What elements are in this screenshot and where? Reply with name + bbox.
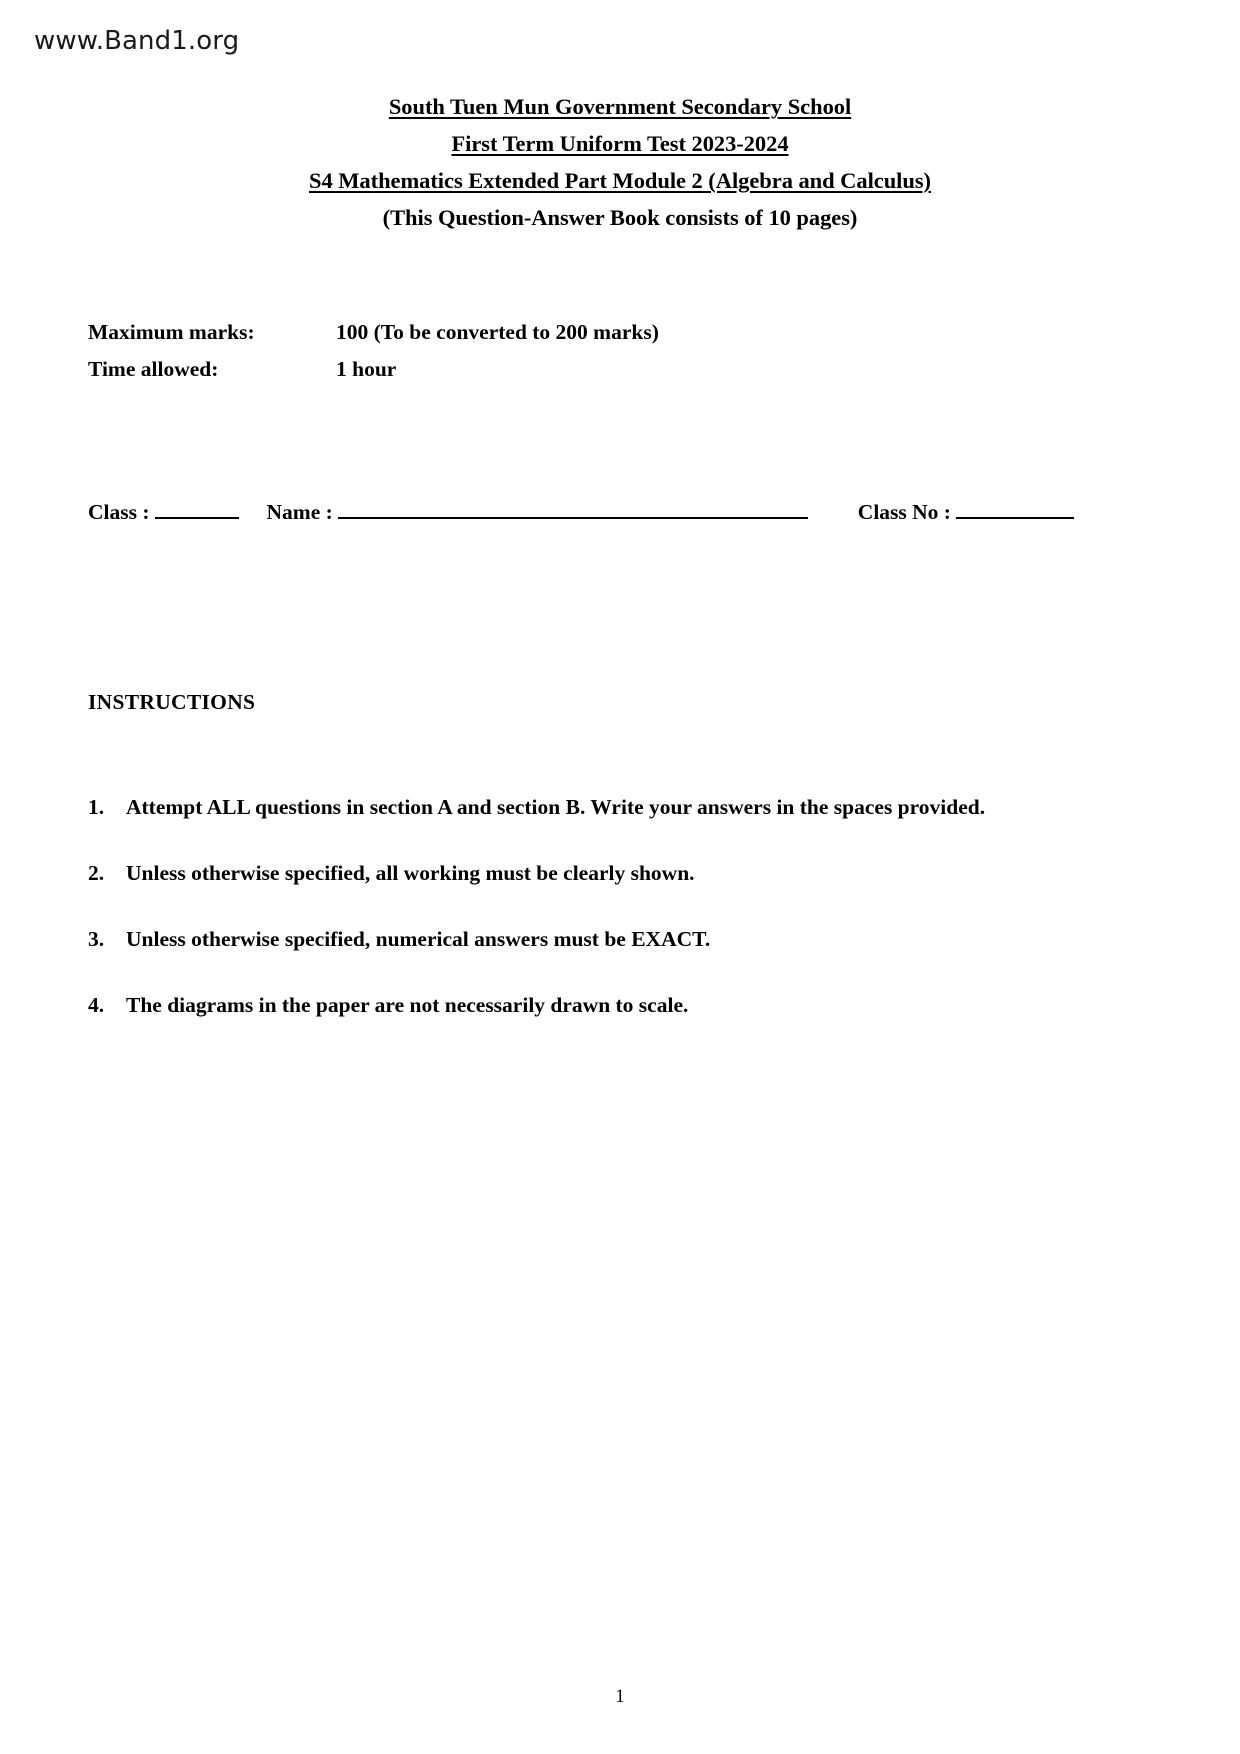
title-line-subject <box>0 162 1240 199</box>
class-input-field[interactable] <box>155 517 239 519</box>
list-item <box>88 795 1148 820</box>
site-watermark: www.Band1.org <box>34 26 240 56</box>
instruction-text: Unless otherwise specified, all working must be clearly shown. <box>126 861 695 885</box>
name-input-field[interactable] <box>338 517 808 519</box>
instruction-number: 1. <box>88 795 105 819</box>
title-term-text: First Term Uniform Test 2023-2024 <box>451 131 789 156</box>
page-number: 1 <box>615 1686 625 1707</box>
title-line-term <box>0 125 1240 162</box>
student-identity-row <box>88 500 1134 525</box>
name-label: Name : <box>266 500 333 524</box>
class-no-label: Class No : <box>857 500 951 524</box>
maximum-marks-value: 100 (To be converted to 200 marks) <box>336 320 659 344</box>
title-line-school <box>0 88 1240 125</box>
instructions-heading: INSTRUCTIONS <box>88 690 256 714</box>
title-school-text: South Tuen Mun Government Secondary School <box>388 94 852 119</box>
time-allowed-row <box>88 351 659 388</box>
title-pages-text: (This Question-Answer Book consists of 10 pages) <box>382 205 858 230</box>
instruction-number: 3. <box>88 927 105 951</box>
list-item <box>88 927 1148 952</box>
class-no-input-field[interactable] <box>956 517 1074 519</box>
exam-title-block <box>0 88 1240 236</box>
instruction-text: Attempt ALL questions in section A and section B. Write your answers in the spaces provided. <box>126 795 986 819</box>
title-subject-text: S4 Mathematics Extended Part Module 2 (Algebra and Calculus) <box>309 168 931 193</box>
title-line-pages <box>0 199 1240 236</box>
class-label: Class : <box>88 500 150 524</box>
instruction-text: The diagrams in the paper are not necessarily drawn to scale. <box>126 993 689 1017</box>
maximum-marks-row <box>88 314 659 351</box>
time-allowed-value: 1 hour <box>336 357 397 381</box>
list-item <box>88 993 1148 1018</box>
instruction-text: Unless otherwise specified, numerical answers must be EXACT. <box>126 927 711 951</box>
instruction-number: 4. <box>88 993 105 1017</box>
exam-info-block <box>88 314 659 388</box>
instruction-number: 2. <box>88 861 105 885</box>
maximum-marks-label: Maximum marks: <box>88 320 255 344</box>
instructions-list <box>88 795 1148 1059</box>
list-item <box>88 861 1148 886</box>
time-allowed-label: Time allowed: <box>88 357 219 381</box>
